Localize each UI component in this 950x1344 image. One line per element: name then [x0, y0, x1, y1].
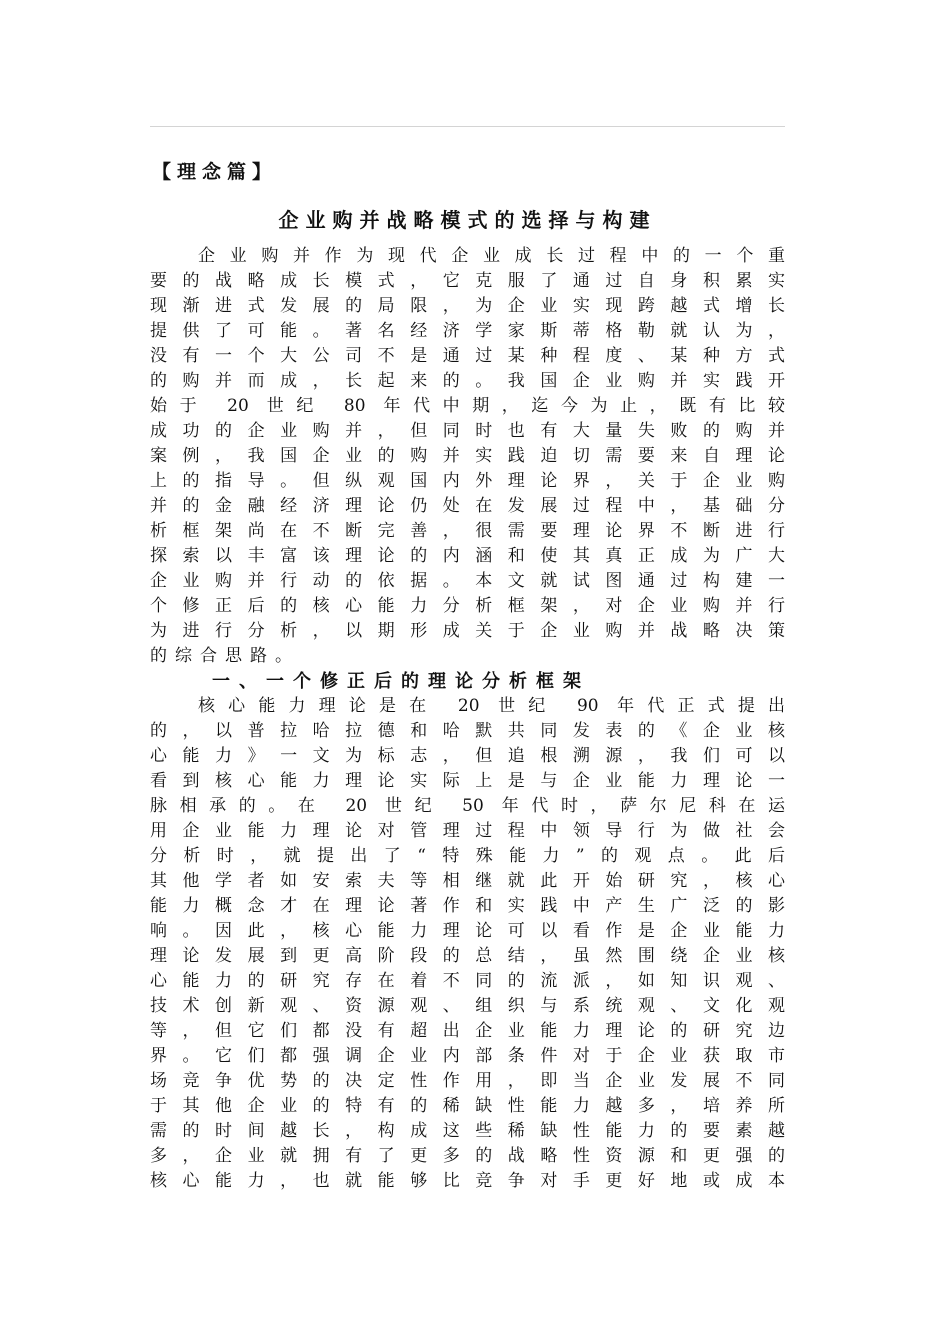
body-text-line: 的，以普拉哈拉德和哈默共同发表的《企业核 — [150, 721, 785, 741]
body-text-line: 探索以丰富该理论的内涵和使其真正成为广大 — [150, 546, 785, 566]
section-heading: 一、一个修正后的理论分析框架 — [212, 671, 590, 692]
body-text-line: 分析时，就提出了“特殊能力”的观点。此后 — [150, 846, 785, 866]
body-text-line: 多，企业就拥有了更多的战略性资源和更强的 — [150, 1146, 785, 1166]
body-text-line: 提供了可能。著名经济学家斯蒂格勒就认为， — [150, 321, 785, 341]
body-text-line: 于其他企业的特有的稀缺性能力越多，培养所 — [150, 1096, 785, 1116]
article-body — [150, 244, 785, 1194]
body-text-line: 场竞争优势的决定性作用，即当企业发展不同 — [150, 1071, 785, 1091]
header-rule — [150, 126, 785, 127]
body-text-line: 案例，我国企业的购并实践迫切需要来自理论 — [150, 446, 785, 466]
body-text-line: 要的战略成长模式，它克服了通过自身积累实 — [150, 271, 785, 291]
body-text-line: 技术创新观、资源观、组织与系统观、文化观 — [150, 996, 785, 1016]
body-text-line: 用企业能力理论对管理过程中领导行为做社会 — [150, 821, 785, 841]
body-text-line: 心能力》一文为标志，但追根溯源，我们可以 — [150, 746, 785, 766]
body-text-line: 并的金融经济理论仍处在发展过程中，基础分 — [150, 496, 785, 516]
body-text-line: 为进行分析，以期形成关于企业购并战略决策 — [150, 621, 785, 641]
body-text-line: 析框架尚在不断完善，很需要理论界不断进行 — [150, 521, 785, 541]
body-text-line: 现渐进式发展的局限，为企业实现跨越式增长 — [150, 296, 785, 316]
body-text-line: 心能力的研究存在着不同的流派，如知识观、 — [150, 971, 785, 991]
body-text-line: 等，但它们都没有超出企业能力理论的研究边 — [150, 1021, 785, 1041]
body-text-line: 需的时间越长，构成这些稀缺性能力的要素越 — [150, 1121, 785, 1141]
body-text-line: 个修正后的核心能力分析框架，对企业购并行 — [150, 596, 785, 616]
body-text-line: 能力概念才在理论著作和实践中产生广泛的影 — [150, 896, 785, 916]
body-text-line: 的综合思路。 — [150, 646, 300, 666]
body-text-line: 看到核心能力理论实际上是与企业能力理论一 — [150, 771, 785, 791]
body-text-line: 核心能力理论是在 20 世纪 90 年代正式提出 — [198, 696, 785, 716]
body-text-line: 理论发展到更高阶段的总结，虽然围绕企业核 — [150, 946, 785, 966]
body-text-line: 其他学者如安索夫等相继就此开始研究，核心 — [150, 871, 785, 891]
body-text-line: 脉相承的。在 20 世纪 50 年代时，萨尔尼科在运 — [150, 796, 785, 816]
body-text-line: 的购并而成，长起来的。我国企业购并实践开 — [150, 371, 785, 391]
article-title: 企业购并战略模式的选择与构建 — [278, 208, 657, 232]
body-text-line: 始于 20 世纪 80 年代中期，迄今为止，既有比较 — [150, 396, 785, 416]
body-text-line: 没有一个大公司不是通过某种程度、某种方式 — [150, 346, 785, 366]
body-text-line: 界。它们都强调企业内部条件对于企业获取市 — [150, 1046, 785, 1066]
body-text-line: 响。因此，核心能力理论可以看作是企业能力 — [150, 921, 785, 941]
body-text-line: 企业购并行动的依据。本文就试图通过构建一 — [150, 571, 785, 591]
body-text-line: 企业购并作为现代企业成长过程中的一个重 — [198, 246, 785, 266]
body-text-line: 核心能力，也就能够比竞争对手更好地或成本 — [150, 1171, 785, 1191]
body-text-line: 成功的企业购并，但同时也有大量失败的购并 — [150, 421, 785, 441]
body-text-line: 上的指导。但纵观国内外理论界，关于企业购 — [150, 471, 785, 491]
section-tag: 【理念篇】 — [152, 161, 278, 183]
